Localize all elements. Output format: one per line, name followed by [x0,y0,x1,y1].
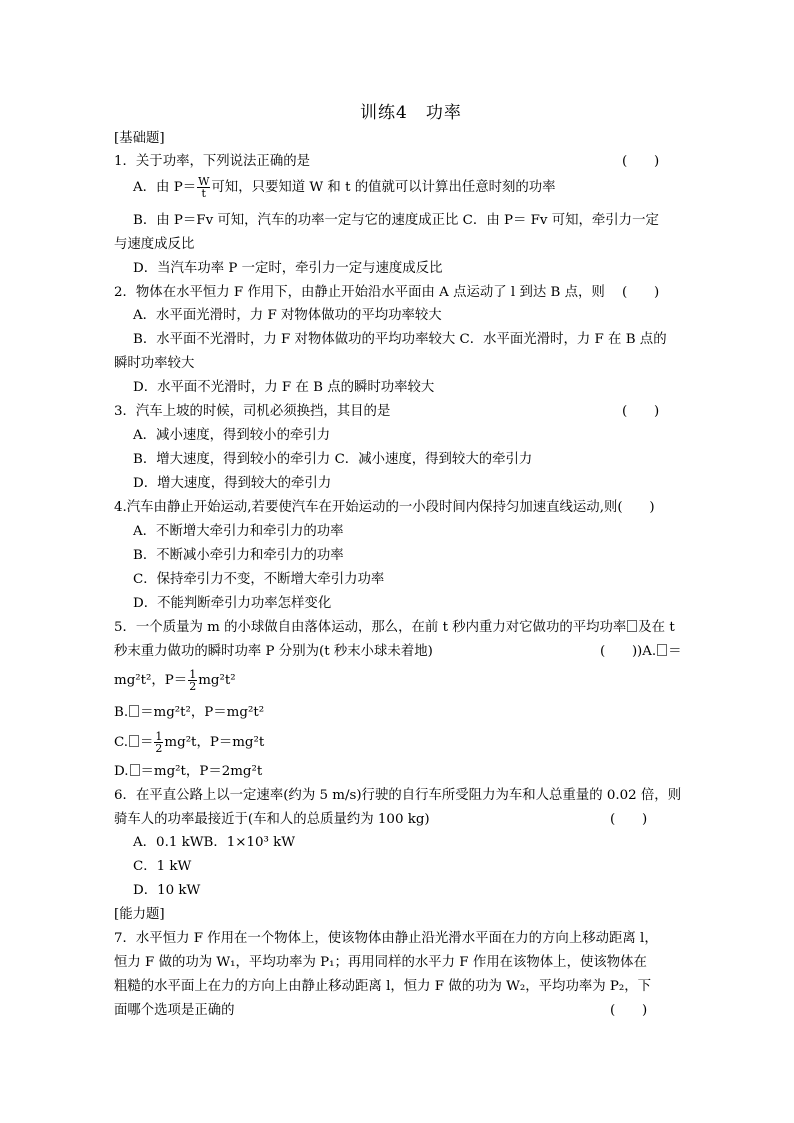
page-title: 训练4 功率 [360,103,462,123]
q2-stem: 2．物体在水平恒力 F 作用下，由静止开始沿水平面由 A 点运动了 l 到达 B 点，则 [114,285,605,300]
q2-option-b-cont: 瞬时功率较大 [114,356,195,371]
q7-answer-paren: ( ) [610,1003,648,1018]
avg-power-symbol-icon [129,735,139,747]
q1-option-b: B．由 P＝Fv 可知，汽车的功率一定与它的速度成正比 C．由 P＝ Fv 可知，牵引力一定 [133,213,659,228]
q2-option-d: D．水平面不光滑时，力 F 在 B 点的瞬时功率较大 [133,380,435,395]
q2-option-b: B．水平面不光滑时，力 F 对物体做功的平均功率较大 C．水平面光滑时，力 F 在 B 点的 [133,332,667,347]
q5-option-c: C. ＝ $\frac{1}{2}$ mg²t，P＝mg²t [114,730,265,755]
section-basic-label: [基础题] [114,131,165,146]
q3-option-a: A．减小速度，得到较小的牵引力 [133,428,331,443]
q1-option-a: A．由 P＝ $\frac{W}{t}$ 可知，只要知道 W 和 t 的值就可以计算出任意时刻的功率 [133,175,556,200]
q7-stem-cont-2: 粗糙的水平面上在力的方向上由静止移动距离 l，恒力 F 做的功为 W₂，平均功率为 P₂，下 [114,979,652,994]
q6-stem: 6．在平直公路上以一定速率(约为 5 m/s)行驶的自行车所受阻力为车和人总重量的 0.02 倍，则 [114,788,682,803]
q3-stem: 3．汽车上坡的时候，司机必须换挡，其目的是 [114,404,391,419]
avg-power-symbol-icon [627,620,637,632]
q1-answer-paren: ( ) [622,154,660,169]
q1-fraction: $\frac{W}{t}$ [198,175,210,200]
avg-power-symbol-icon [129,705,139,717]
q4-option-b: B．不断减小牵引力和牵引力的功率 [133,548,344,563]
q5-stem: 5．一个质量为 m 的小球做自由落体运动，那么，在前 t 秒内重力对它做功的平均功率 及在 t [114,620,675,635]
q6-answer-paren: ( ) [610,812,648,827]
q2-answer-paren: ( ) [622,285,660,300]
q5-stem-cont: 秒末重力做功的瞬时功率 P 分别为(t 秒末小球未着地) [114,644,433,659]
q1-option-b-cont: 与速度成反比 [114,237,195,252]
section-ability-label: [能力题] [114,907,165,922]
q5-option-d: D. ＝mg²t，P＝2mg²t [114,764,263,779]
q5-option-a: )A. ＝ [637,644,682,659]
q6-option-d: D．10 kW [133,883,201,898]
q6-option-ab: A．0.1 kWB．1×10³ kW [133,835,296,850]
q4-option-c: C．保持牵引力不变，不断增大牵引力功率 [133,572,385,587]
q4-option-d: D．不能判断牵引力功率怎样变化 [133,596,332,611]
q1-option-d: D．当汽车功率 P 一定时，牵引力一定与速度成反比 [133,261,443,276]
q2-option-a: A．水平面光滑时，力 F 对物体做功的平均功率较大 [133,308,442,323]
q5-half-fraction: $\frac{1}{2}$ [189,668,197,693]
q5-option-a-cont: mg²t²，P＝ $\frac{1}{2}$ mg²t² [114,668,236,693]
q3-option-d: D．增大速度，得到较大的牵引力 [133,476,332,491]
q7-stem: 7．水平恒力 F 作用在一个物体上，使该物体由静止沿光滑水平面在力的方向上移动距离 l， [114,931,658,946]
q4-stem: 4.汽车由静止开始运动,若要使汽车在开始运动的一小段时间内保持匀加速直线运动,则( ) [114,500,655,515]
q5-answer-paren: ( ) [600,644,638,659]
q7-stem-cont-3: 面哪个选项是正确的 [114,1003,235,1018]
q3-option-b: B．增大速度，得到较小的牵引力 C．减小速度，得到较大的牵引力 [133,452,533,467]
q5-option-b: B. ＝mg²t²，P＝mg²t² [114,705,265,720]
q1-stem: 1．关于功率，下列说法正确的是 [114,154,310,169]
q5-half-fraction: $\frac{1}{2}$ [155,730,163,755]
q6-option-c: C．1 kW [133,859,192,874]
avg-power-symbol-icon [657,644,667,656]
avg-power-symbol-icon [130,764,140,776]
q6-stem-cont: 骑车人的功率最接近于(车和人的总质量约为 100 kg) [114,812,430,827]
q3-answer-paren: ( ) [622,404,660,419]
q4-option-a: A．不断增大牵引力和牵引力的功率 [133,524,344,539]
q7-stem-cont-1: 恒力 F 做的功为 W₁，平均功率为 P₁；再用同样的水平力 F 作用在该物体上，使该物体在 [114,955,647,970]
